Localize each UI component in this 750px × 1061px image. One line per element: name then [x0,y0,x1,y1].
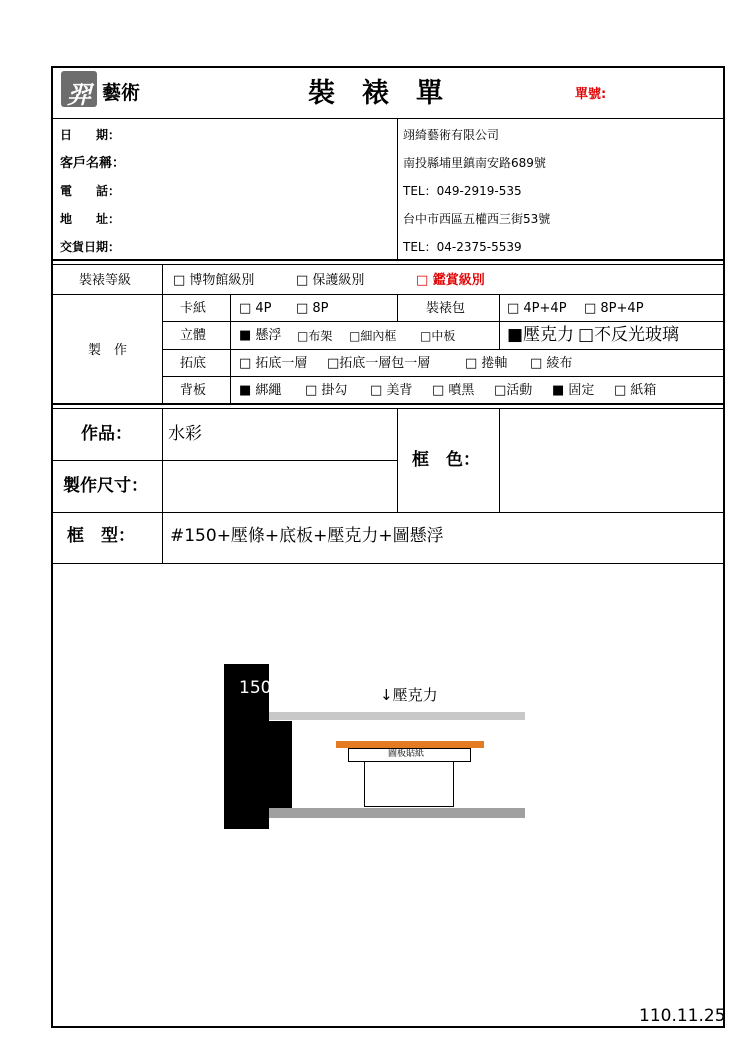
divider [397,294,398,321]
divider [51,460,397,461]
frame-type-label: 框 型： [67,526,135,546]
divider [51,563,725,564]
acrylic-label: ↓壓克力 [380,686,438,704]
divider [51,118,725,119]
grade-label: 裝裱等級 [79,273,132,288]
float-spacer [364,762,454,807]
date-label: 日 期： [60,128,121,142]
divider [162,349,725,350]
form-border [51,66,725,1028]
pack-option-8p4p[interactable]: □ 8P+4P [584,301,644,316]
back-board-label: 背板 [180,383,207,398]
option-scroll[interactable]: □ 捲軸 [465,356,508,371]
mat-option-8p[interactable]: □ 8P [296,301,329,316]
divider [51,403,725,405]
option-inner-frame[interactable]: □細內框 [349,329,397,343]
option-middle-board[interactable]: □中板 [420,329,456,343]
logo-icon [61,71,97,107]
company-phone-2: TEL：04-2375-5539 [403,240,522,254]
pack-option-4p4p[interactable]: □ 4P+4P [507,301,567,316]
dimensional-label: 立體 [180,328,207,343]
option-rope[interactable]: ■ 綁繩 [239,383,282,398]
divider [162,264,163,405]
acrylic-sheet [269,712,525,720]
grade-option-museum[interactable]: □ 博物館級別 [173,273,255,288]
divider [51,408,725,409]
divider [162,376,725,377]
order-number-label: 單號: [575,87,607,102]
mat-label: 卡紙 [180,301,207,316]
option-float[interactable]: ■ 懸浮 [239,328,282,343]
profile-number: 150 [239,678,272,698]
phone-label: 電 話： [60,184,121,198]
frame-type-value: #150+壓條+底板+壓克力+圖懸浮 [170,526,444,546]
company-address-1: 南投縣埔里鎮南安路689號 [403,156,546,170]
divider [397,118,398,259]
option-hook[interactable]: □ 掛勾 [305,383,348,398]
frame-rabbet [269,721,292,809]
divider [162,321,725,322]
option-layer-wrap[interactable]: □拓底一層包一層 [327,356,431,371]
mat-option-4p[interactable]: □ 4P [239,301,272,316]
divider [51,259,725,261]
grade-option-appreciation[interactable]: □ 鑑賞級別 [416,273,485,288]
divider [397,408,398,512]
option-beautiful-back[interactable]: □ 美背 [370,383,413,398]
artwork-value: 水彩 [168,424,202,444]
option-acrylic[interactable]: ■壓克力 [507,325,575,345]
company-address-2: 台中市西區五權西三街53號 [403,212,551,226]
grade-option-protection[interactable]: □ 保護級別 [296,273,365,288]
mount-board-label: 圖板貼紙 [388,749,425,759]
option-one-layer[interactable]: □ 拓底一層 [239,356,308,371]
production-label: 製 作 [88,343,128,358]
customer-name-label: 客戶名稱： [60,156,126,171]
logo-glyph: 羿 [67,80,91,109]
company-name: 翊綺藝術有限公司 [403,128,500,142]
divider [51,264,725,265]
delivery-date-label: 交貨日期： [60,240,121,254]
backing-label: 拓底 [180,356,207,371]
divider [499,294,500,349]
divider [162,408,163,563]
option-fixed[interactable]: ■ 固定 [552,383,595,398]
divider [51,294,725,295]
artwork-label: 作品： [81,424,132,444]
artwork-layer [336,741,484,748]
brand-name: 藝術 [102,82,141,104]
divider [499,408,500,512]
address-label: 地 址： [60,212,121,226]
company-phone-1: TEL：049-2919-535 [403,184,522,198]
option-movable[interactable]: □活動 [494,383,533,398]
option-black-spray[interactable]: □ 噴黑 [432,383,475,398]
back-board [269,808,525,818]
option-paper-box[interactable]: □ 紙箱 [614,383,657,398]
version-stamp: 110.11.25 [639,1006,726,1026]
mount-pack-label: 裝裱包 [426,301,466,316]
option-silk[interactable]: □ 綾布 [530,356,573,371]
option-anti-glare-glass[interactable]: □不反光玻璃 [578,325,680,345]
production-size-label: 製作尺寸： [63,476,148,496]
form-title: 裝 裱 單 [308,78,443,109]
frame-color-label: 框 色： [412,450,480,470]
divider [51,512,725,513]
option-cloth-rack[interactable]: □布架 [297,329,333,343]
